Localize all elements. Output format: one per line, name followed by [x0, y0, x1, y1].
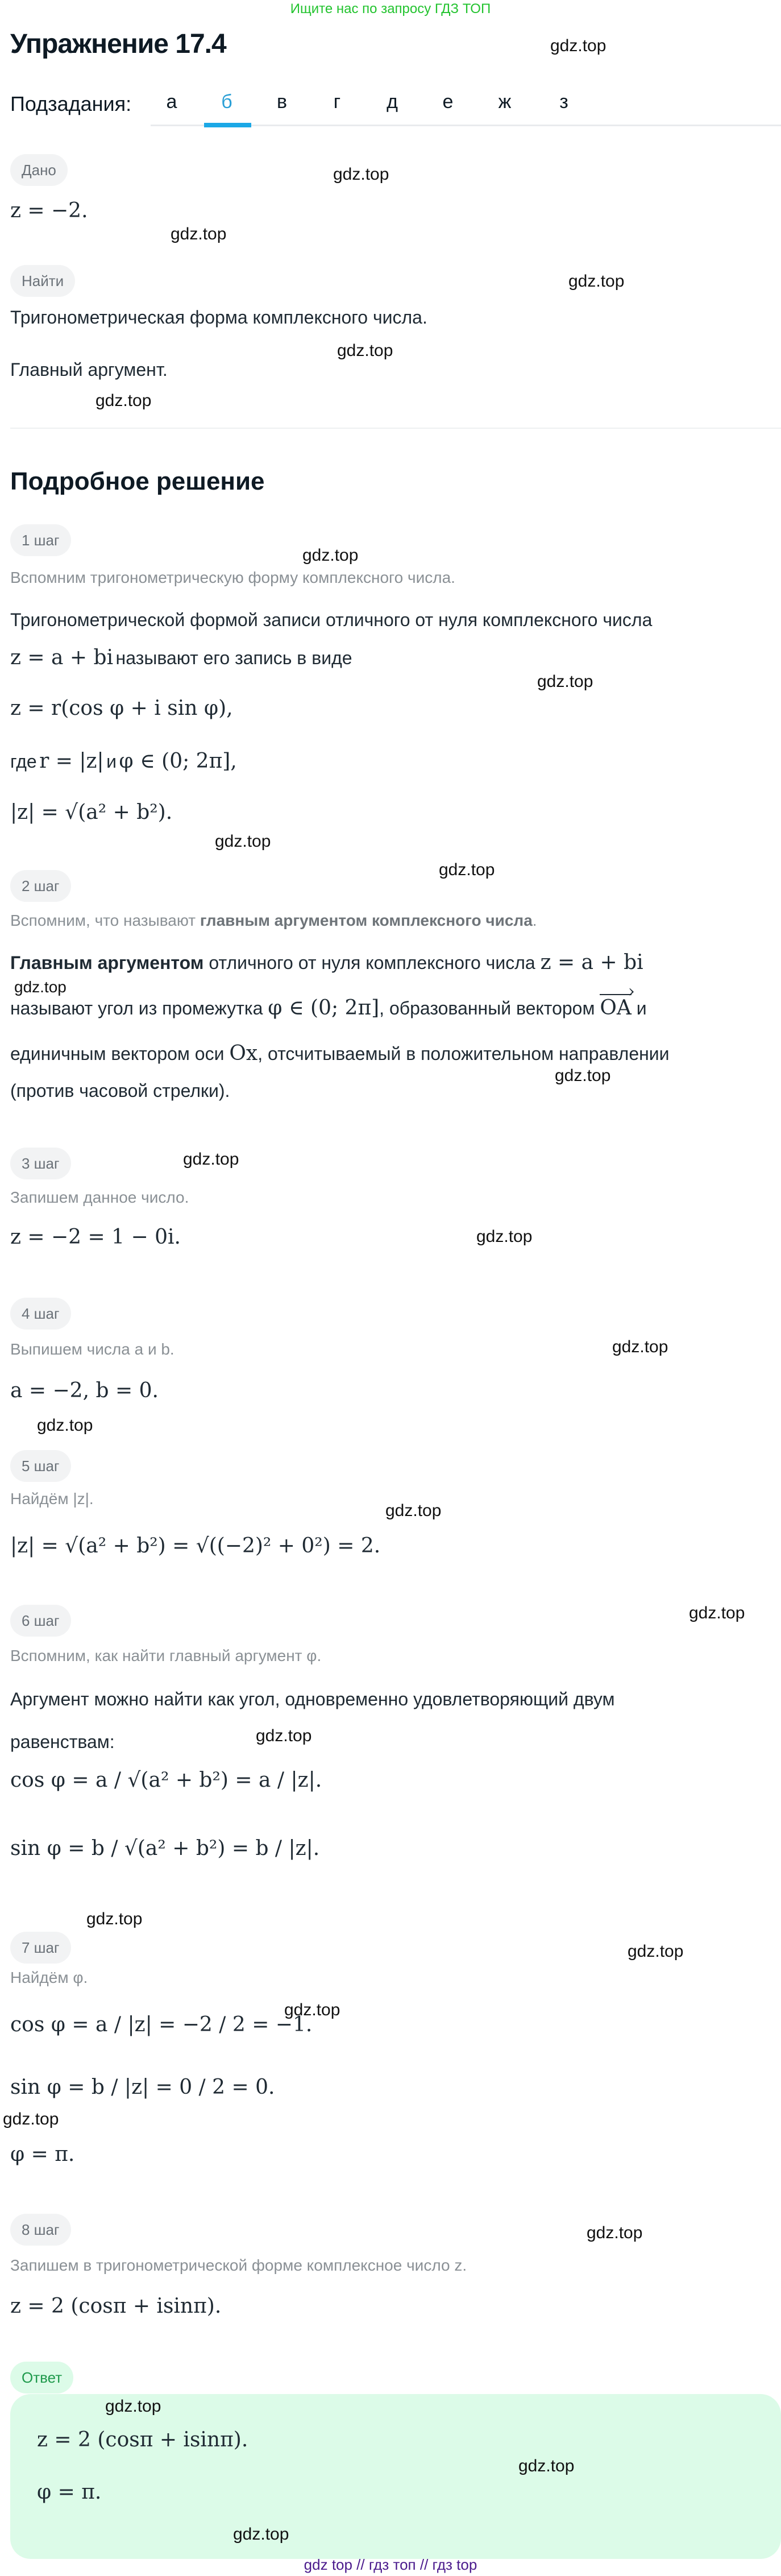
tab-v[interactable]: в	[276, 91, 288, 113]
step-text-line	[10, 646, 352, 669]
hint-bold-text: главным аргументом комплексного числа	[200, 912, 533, 929]
step-badge: 2 шаг	[10, 870, 71, 902]
step-badge: 5 шаг	[10, 1450, 71, 1482]
search-banner: Ищите нас по запросу ГДЗ ТОП	[290, 1, 491, 16]
watermark: gdz.top	[537, 672, 593, 691]
watermark: gdz.top	[568, 272, 625, 291]
step-hint: Выпишем числа a и b.	[10, 1340, 175, 1358]
step-hint: Найдём φ.	[10, 1969, 88, 1986]
watermark: gdz.top	[550, 36, 606, 55]
math-expression: z = −2 = 1 − 0i.	[10, 1225, 181, 1249]
tab-e[interactable]: е	[442, 91, 454, 113]
watermark: gdz.top	[284, 2001, 340, 2019]
step-badge: 7 шаг	[10, 1932, 71, 1964]
answer-badge: Ответ	[10, 2362, 73, 2393]
math-expression: z = 2 (cosπ + isinπ).	[10, 2295, 222, 2318]
tab-zh[interactable]: ж	[498, 91, 512, 113]
watermark: gdz.top	[337, 341, 393, 360]
watermark: gdz.top	[105, 2397, 161, 2416]
hint-text: .	[532, 912, 537, 929]
step-hint: Найдём |z|.	[10, 1490, 94, 1508]
math-expression: z = a + bi	[540, 951, 643, 974]
math-expression: |z| = √(a² + b²) = √((−2)² + 0²) = 2.	[10, 1534, 381, 1558]
step-hint: Запишем в тригонометрической форме комплексное число z.	[10, 2256, 467, 2274]
step-badge: 1 шаг	[10, 524, 71, 556]
tab-z[interactable]: з	[559, 91, 568, 113]
watermark: gdz.top	[385, 1501, 442, 1520]
step-badge: 4 шаг	[10, 1298, 71, 1330]
step-text: Аргумент можно найти как угол, одновременно удовлетворяющий двум	[10, 1689, 615, 1709]
step-badge: 8 шаг	[10, 2214, 71, 2246]
step-text: равенствам:	[10, 1732, 115, 1752]
step-text: , отсчитываемый в положительном направлении	[257, 1043, 670, 1064]
watermark: gdz.top	[37, 1416, 93, 1435]
find-item: Главный аргумент.	[10, 359, 168, 380]
sin-formula: sin φ = b / |z| = 0 / 2 = 0.	[10, 2076, 275, 2099]
step-text: где	[10, 751, 37, 772]
footer-links: gdz top // гдз топ // гдз top	[304, 2556, 477, 2573]
step-text: (против часовой стрелки).	[10, 1080, 230, 1101]
watermark: gdz.top	[183, 1150, 239, 1169]
watermark: gdz.top	[333, 165, 389, 184]
step-text: и	[106, 751, 117, 772]
math-expression: r = |z|	[39, 749, 104, 773]
step-hint: Запишем данное число.	[10, 1188, 189, 1206]
watermark: gdz.top	[3, 2110, 59, 2128]
watermark: gdz.top	[476, 1227, 533, 1246]
find-badge: Найти	[10, 265, 75, 297]
watermark: gdz.top	[689, 1604, 745, 1622]
step-text: Тригонометрической формой записи отличного от нуля комплексного числа	[10, 610, 653, 630]
watermark: gdz.top	[171, 225, 227, 243]
math-expression: z = a + bi	[10, 646, 114, 669]
tab-g[interactable]: г	[333, 91, 341, 113]
find-item: Тригонометрическая форма комплексного числа.	[10, 307, 427, 328]
math-expression: φ ∈ (0; 2π]	[268, 996, 380, 1020]
step-text-line	[10, 996, 647, 1020]
answer-argument: φ = π.	[37, 2480, 102, 2504]
step-text-line	[10, 749, 237, 773]
active-tab-indicator	[204, 123, 251, 127]
given-value: z = −2.	[10, 199, 88, 222]
given-badge: Дано	[10, 154, 68, 186]
step-badge: 6 шаг	[10, 1605, 71, 1637]
page-title: Упражнение 17.4	[10, 29, 226, 59]
cos-formula: cos φ = a / √(a² + b²) = a / |z|.	[10, 1769, 322, 1792]
definition-term: Главным аргументом	[10, 952, 204, 973]
math-expression: φ = π.	[10, 2143, 75, 2166]
tab-b[interactable]: б	[221, 91, 232, 113]
watermark: gdz.top	[587, 2223, 643, 2242]
step-text-line	[10, 1042, 670, 1065]
watermark: gdz.top	[628, 1942, 684, 1961]
tab-a[interactable]: а	[166, 91, 177, 113]
tab-d[interactable]: д	[387, 91, 398, 113]
watermark: gdz.top	[555, 1066, 611, 1085]
watermark: gdz.top	[233, 2525, 289, 2544]
step-text: и	[631, 998, 647, 1018]
step-hint: Вспомним тригонометрическую форму комплексного числа.	[10, 569, 455, 586]
math-expression: Ox	[229, 1042, 258, 1065]
watermark: gdz.top	[86, 1910, 143, 1928]
step-text: единичным вектором оси	[10, 1043, 230, 1064]
watermark: gdz.top	[439, 860, 495, 879]
step-text: , образованный вектором	[379, 998, 600, 1018]
sin-formula: sin φ = b / √(a² + b²) = b / |z|.	[10, 1837, 320, 1860]
math-expression: |z| = √(a² + b²).	[10, 801, 173, 824]
step-text: отличного от нуля комплексного числа	[203, 952, 541, 973]
vector-oa: OA ›	[600, 996, 632, 1020]
step-text: называют его запись в виде	[115, 648, 352, 668]
hint-text: Вспомним, что называют	[10, 912, 200, 929]
math-expression: z = r(cos φ + i sin φ),	[10, 697, 233, 720]
watermark: gdz.top	[302, 546, 359, 565]
cos-formula: cos φ = a / |z| = −2 / 2 = −1.	[10, 2013, 313, 2036]
watermark: gdz.top	[95, 391, 152, 410]
step-text-line	[10, 951, 643, 974]
watermark: gdz.top	[256, 1726, 312, 1745]
step-hint	[10, 912, 537, 930]
watermark: gdz.top	[215, 832, 271, 851]
watermark: gdz.top	[14, 978, 67, 996]
step-text: называют угол из промежутка	[10, 998, 268, 1018]
section-divider	[10, 428, 781, 429]
math-expression: φ ∈ (0; 2π],	[119, 749, 237, 773]
math-expression: a = −2, b = 0.	[10, 1379, 159, 1402]
answer-box	[10, 2394, 781, 2559]
watermark: gdz.top	[612, 1337, 668, 1356]
answer-formula: z = 2 (cosπ + isinπ).	[37, 2428, 248, 2451]
step-badge: 3 шаг	[10, 1148, 71, 1179]
step-hint: Вспомним, как найти главный аргумент φ.	[10, 1647, 322, 1664]
watermark: gdz.top	[518, 2457, 575, 2475]
subtasks-label: Подзадания:	[10, 92, 132, 115]
solution-heading: Подробное решение	[10, 467, 265, 495]
